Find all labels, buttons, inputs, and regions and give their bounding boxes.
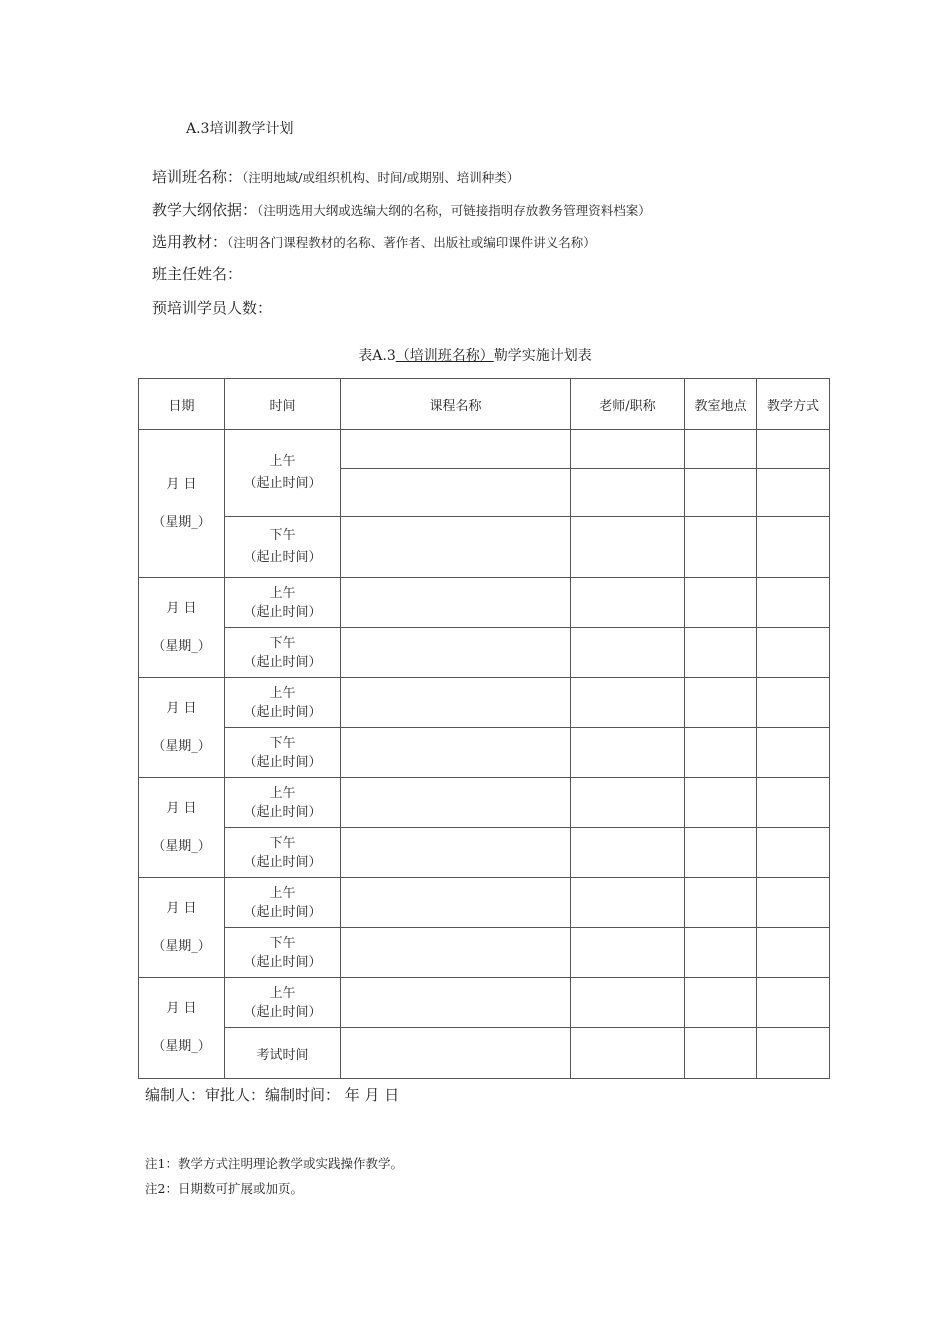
field-syllabus [152, 199, 651, 220]
date-text: 月 日 [166, 476, 197, 492]
course-cell[interactable] [341, 469, 571, 517]
method-cell[interactable] [757, 628, 830, 678]
time-slot [225, 430, 341, 517]
course-cell[interactable] [341, 928, 571, 978]
table-row [139, 728, 830, 778]
plan-table [138, 378, 830, 1079]
method-cell[interactable] [757, 1028, 830, 1079]
time-slot [225, 578, 341, 628]
slot-range: （起止时间） [243, 654, 322, 670]
method-cell[interactable] [757, 728, 830, 778]
method-cell[interactable] [757, 430, 830, 469]
teacher-cell[interactable] [571, 578, 685, 628]
teacher-cell[interactable] [571, 878, 685, 928]
room-cell[interactable] [685, 928, 757, 978]
table-row [139, 878, 830, 928]
room-cell[interactable] [685, 517, 757, 578]
header-course: 课程名称 [341, 379, 571, 430]
slot-range: （起止时间） [243, 954, 322, 970]
room-cell[interactable] [685, 578, 757, 628]
date-text: 月 日 [166, 600, 197, 616]
header-date: 日期 [139, 379, 225, 430]
field-label: 预培训学员人数： [152, 299, 273, 317]
time-slot [225, 978, 341, 1028]
method-cell[interactable] [757, 678, 830, 728]
slot-range: （起止时间） [243, 754, 322, 770]
slot-range: （起止时间） [243, 476, 322, 491]
room-cell[interactable] [685, 728, 757, 778]
teacher-cell[interactable] [571, 978, 685, 1028]
room-cell[interactable] [685, 1028, 757, 1079]
note-1: 注1：教学方式注明理论教学或实践操作教学。 [145, 1156, 403, 1171]
field-note: （注明各门课程教材的名称、著作者、出版社或编印课件讲义名称） [227, 235, 596, 250]
date-cell [139, 430, 225, 578]
date-cell [139, 678, 225, 778]
course-cell[interactable] [341, 728, 571, 778]
time-slot [225, 778, 341, 828]
slot-label: 下午 [269, 935, 296, 951]
slot-label: 上午 [269, 885, 296, 901]
section-title: A.3培训教学计划 [186, 121, 294, 137]
field-label: 教学大纲依据： [152, 201, 258, 219]
time-slot [225, 878, 341, 928]
slot-label: 上午 [269, 785, 296, 801]
header-teacher: 老师/职称 [571, 379, 685, 430]
date-text: 月 日 [166, 1001, 197, 1016]
time-slot [225, 828, 341, 878]
weekday-text: （星期_） [152, 638, 211, 654]
method-cell[interactable] [757, 778, 830, 828]
teacher-cell[interactable] [571, 728, 685, 778]
date-cell [139, 978, 225, 1079]
note-2: 注2：日期数可扩展或加页。 [145, 1181, 303, 1196]
field-head-teacher [152, 263, 242, 284]
method-cell[interactable] [757, 928, 830, 978]
method-cell[interactable] [757, 828, 830, 878]
caption-underlined: （培训班名称） [395, 348, 494, 364]
table-row [139, 678, 830, 728]
field-label: 培训班名称： [152, 168, 243, 186]
slot-range: （起止时间） [243, 1004, 322, 1020]
course-cell[interactable] [341, 1028, 571, 1079]
teacher-cell[interactable] [571, 928, 685, 978]
date-cell [139, 878, 225, 978]
room-cell[interactable] [685, 469, 757, 517]
room-cell[interactable] [685, 430, 757, 469]
table-row [139, 1028, 830, 1079]
course-cell[interactable] [341, 978, 571, 1028]
teacher-cell[interactable] [571, 517, 685, 578]
time-slot [225, 678, 341, 728]
course-cell[interactable] [341, 878, 571, 928]
room-cell[interactable] [685, 878, 757, 928]
signature-line: 编制人：审批人：编制时间： 年 月 日 [145, 1086, 400, 1104]
course-cell[interactable] [341, 628, 571, 678]
room-cell[interactable] [685, 828, 757, 878]
field-label: 班主任姓名： [152, 265, 243, 283]
course-cell[interactable] [341, 430, 571, 469]
course-cell[interactable] [341, 678, 571, 728]
table-caption [0, 345, 950, 365]
slot-range: （起止时间） [243, 854, 322, 870]
header-row [139, 379, 830, 430]
weekday-text: （星期_） [152, 514, 211, 530]
date-cell [139, 578, 225, 678]
teacher-cell[interactable] [571, 828, 685, 878]
date-text: 月 日 [166, 800, 197, 816]
slot-range: （起止时间） [243, 804, 322, 820]
slot-label: 上午 [269, 685, 296, 701]
weekday-text: （星期_） [152, 1039, 211, 1054]
room-cell[interactable] [685, 678, 757, 728]
exam-cell: 考试时间 [225, 1028, 341, 1079]
teacher-cell[interactable] [571, 778, 685, 828]
caption-prefix: 表A.3 [358, 348, 396, 364]
slot-label: 上午 [269, 454, 296, 469]
caption-suffix: 勒学实施计划表 [493, 348, 592, 364]
time-slot [225, 517, 341, 578]
table-row [139, 628, 830, 678]
teacher-cell[interactable] [571, 628, 685, 678]
table-row [139, 578, 830, 628]
slot-range: （起止时间） [243, 904, 322, 920]
method-cell[interactable] [757, 978, 830, 1028]
field-class-name [152, 166, 519, 187]
weekday-text: （星期_） [152, 938, 211, 954]
slot-label: 下午 [269, 835, 296, 851]
slot-range: （起止时间） [243, 704, 322, 720]
header-method: 教学方式 [757, 379, 830, 430]
slot-label: 下午 [269, 635, 296, 651]
slot-label: 下午 [269, 528, 296, 543]
room-cell[interactable] [685, 978, 757, 1028]
method-cell[interactable] [757, 578, 830, 628]
teacher-cell[interactable] [571, 678, 685, 728]
field-note: （注明地域/或组织机构、时间/或期别、培训种类） [242, 170, 520, 185]
date-cell [139, 778, 225, 878]
time-slot [225, 928, 341, 978]
weekday-text: （星期_） [152, 838, 211, 854]
field-student-count [152, 297, 272, 318]
header-room: 教室地点 [685, 379, 757, 430]
date-text: 月 日 [166, 700, 197, 716]
slot-label: 上午 [269, 585, 296, 601]
teacher-cell[interactable] [571, 1028, 685, 1079]
table-row [139, 928, 830, 978]
weekday-text: （星期_） [152, 738, 211, 754]
method-cell[interactable] [757, 517, 830, 578]
method-cell[interactable] [757, 469, 830, 517]
course-cell[interactable] [341, 828, 571, 878]
table-row [139, 828, 830, 878]
teacher-cell[interactable] [571, 469, 685, 517]
course-cell[interactable] [341, 517, 571, 578]
date-text: 月 日 [166, 900, 197, 916]
header-time: 时间 [225, 379, 341, 430]
table-row [139, 517, 830, 578]
table-row [139, 978, 830, 1028]
teacher-cell[interactable] [571, 430, 685, 469]
time-slot [225, 628, 341, 678]
room-cell[interactable] [685, 778, 757, 828]
table-row [139, 430, 830, 469]
room-cell[interactable] [685, 628, 757, 678]
field-textbook [152, 231, 596, 252]
slot-range: （起止时间） [243, 550, 322, 565]
time-slot [225, 728, 341, 778]
slot-label: 上午 [269, 985, 296, 1001]
table-row [139, 778, 830, 828]
slot-label: 下午 [269, 735, 296, 751]
field-note: （注明选用大纲或选编大纲的名称，可链接指明存放教务管理资料档案） [257, 203, 651, 218]
course-cell[interactable] [341, 778, 571, 828]
field-label: 选用教材： [152, 233, 228, 251]
course-cell[interactable] [341, 578, 571, 628]
method-cell[interactable] [757, 878, 830, 928]
slot-range: （起止时间） [243, 604, 322, 620]
